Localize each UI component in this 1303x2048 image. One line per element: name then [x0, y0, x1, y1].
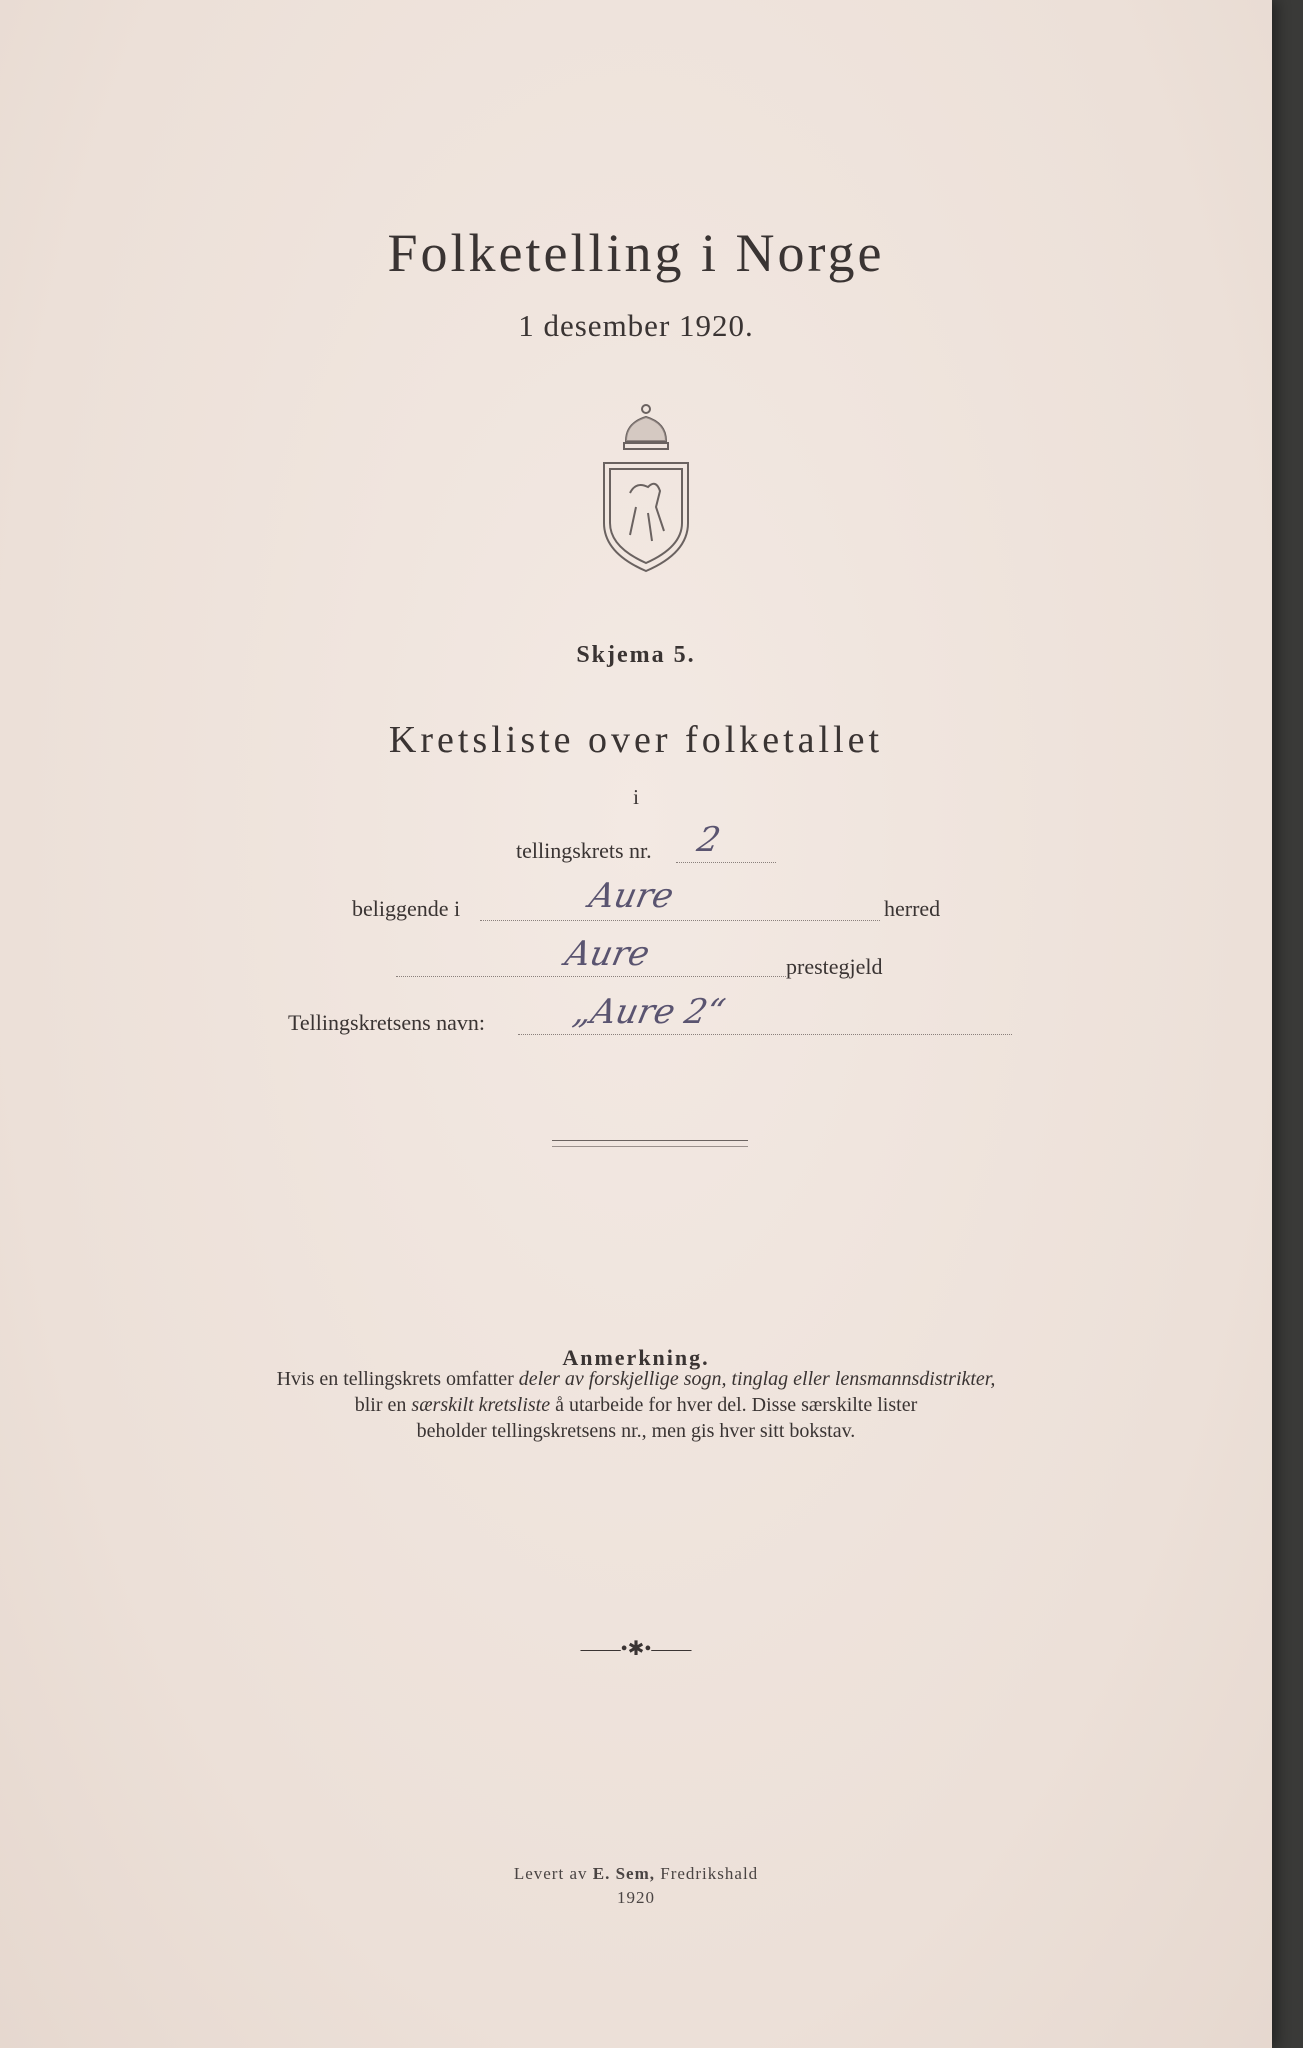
document-title: Folketelling i Norge [387, 223, 885, 283]
note-line-3: beholder tellingskretsens nr., men gis hver sitt bokstav. [416, 1420, 856, 1442]
krets-line [676, 862, 776, 863]
ornament-divider: ——•✱•—— [580, 1638, 692, 1660]
note-emphasis: deler av forskjellige sogn, tinglag eller lensmannsdistrikter, [518, 1368, 996, 1390]
printer-town: Fredrikshald [654, 1864, 759, 1883]
herred-label: herred [884, 896, 941, 921]
coat-of-arms-icon [596, 403, 696, 573]
note-line-2 [0, 1392, 1272, 1418]
document-date: 1 desember 1920. [518, 308, 754, 343]
connector-word: i [633, 785, 639, 809]
printer-imprint [0, 1862, 1272, 1910]
note-line-1 [0, 1366, 1272, 1392]
beliggende-line [480, 920, 880, 921]
beliggende-handwritten-value: Aure [585, 876, 678, 916]
beliggende-label: beliggende i [352, 896, 461, 921]
krets-label: tellingskrets nr. [516, 838, 652, 863]
printer-text: Levert av [513, 1864, 593, 1883]
divider-rule [552, 1140, 748, 1141]
prestegjeld-handwritten-value: Aure [561, 934, 654, 974]
schema-number: Skjema 5. [576, 642, 696, 668]
note-text: Hvis en tellingskrets omfatter [276, 1368, 519, 1390]
divider-rule-secondary [552, 1146, 748, 1147]
form-heading: Kretsliste over folketallet [388, 719, 884, 761]
note-text: å utarbeide for hver del. Disse særskilte lister [550, 1394, 918, 1416]
prestegjeld-line [396, 976, 786, 977]
note-text: blir en [354, 1394, 412, 1416]
printer-line [0, 1862, 1272, 1886]
navn-label: Tellingskretsens navn: [288, 1010, 486, 1035]
note-emphasis: særskilt kretsliste [411, 1394, 551, 1416]
note-heading: Anmerkning. [562, 1345, 710, 1370]
printer-year: 1920 [617, 1888, 655, 1907]
navn-line [518, 1034, 1012, 1035]
printer-name: E. Sem, [592, 1864, 655, 1883]
prestegjeld-label: prestegjeld [786, 954, 883, 979]
krets-handwritten-value: 2 [693, 820, 724, 860]
navn-handwritten-value: „Aure 2“ [569, 992, 729, 1032]
